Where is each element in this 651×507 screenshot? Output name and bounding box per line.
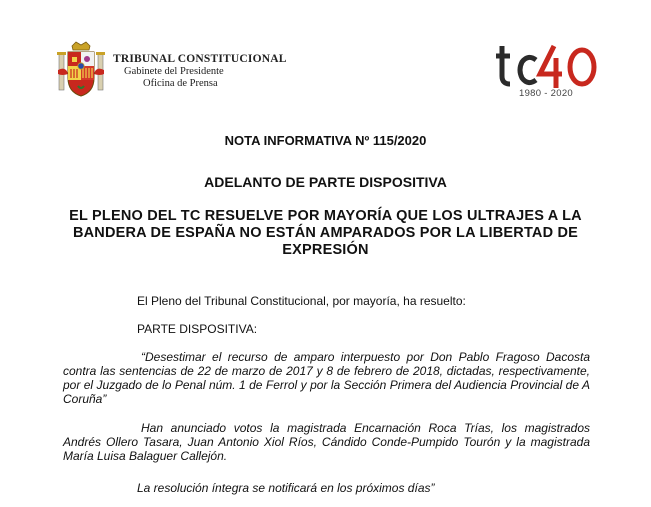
ruling-quote <box>63 350 590 406</box>
section-title: ADELANTO DE PARTE DISPOSITIVA <box>204 174 447 190</box>
parte-dispositiva-label: PARTE DISPOSITIVA: <box>137 322 258 336</box>
organization-block <box>113 53 287 89</box>
logo-years: 1980 - 2020 <box>519 88 574 99</box>
nota-number: NOTA INFORMATIVA Nº 115/2020 <box>224 133 427 148</box>
coat-of-arms-icon <box>56 40 106 98</box>
letterhead <box>0 0 651 110</box>
votes-paragraph: Han anunciado votos la magistrada Encarnación Roca Trías, los magistrados Andrés Ollero Tasara, Juan Antonio Xiol Ríos, Cándido Conde-Pumpido Tourón y la magistrada María Luisa Balaguer Callejón. <box>63 421 590 463</box>
intro-paragraph: El Pleno del Tribunal Constitucional, por mayoría, ha resuelto: <box>137 294 466 308</box>
department-name: Gabinete del Presidente <box>124 66 224 77</box>
final-paragraph: La resolución íntegra se notificará en los próximos días” <box>137 481 435 495</box>
ruling-quote-text: “Desestimar el recurso de amparo interpuesto por Don Pablo Fragoso Dacosta contra las sentencias de 22 de marzo de 2017 y 8 de febrero de 2018, dictadas, respectivamente, por el Juzgado de lo Penal núm. 1 de Ferrol y por la Sección Primera del Audiencia Provincial de A Coruña” <box>63 350 590 406</box>
headline: EL PLENO DEL TC RESUELVE POR MAYORÍA QUE LOS ULTRAJES A LA BANDERA DE ESPAÑA NO ESTÁN AMPARADOS POR LA LIBERTAD DE EXPRESIÓN <box>69 208 582 258</box>
org-name: TRIBUNAL CONSTITUCIONAL <box>113 53 287 65</box>
office-name: Oficina de Prensa <box>143 78 218 89</box>
